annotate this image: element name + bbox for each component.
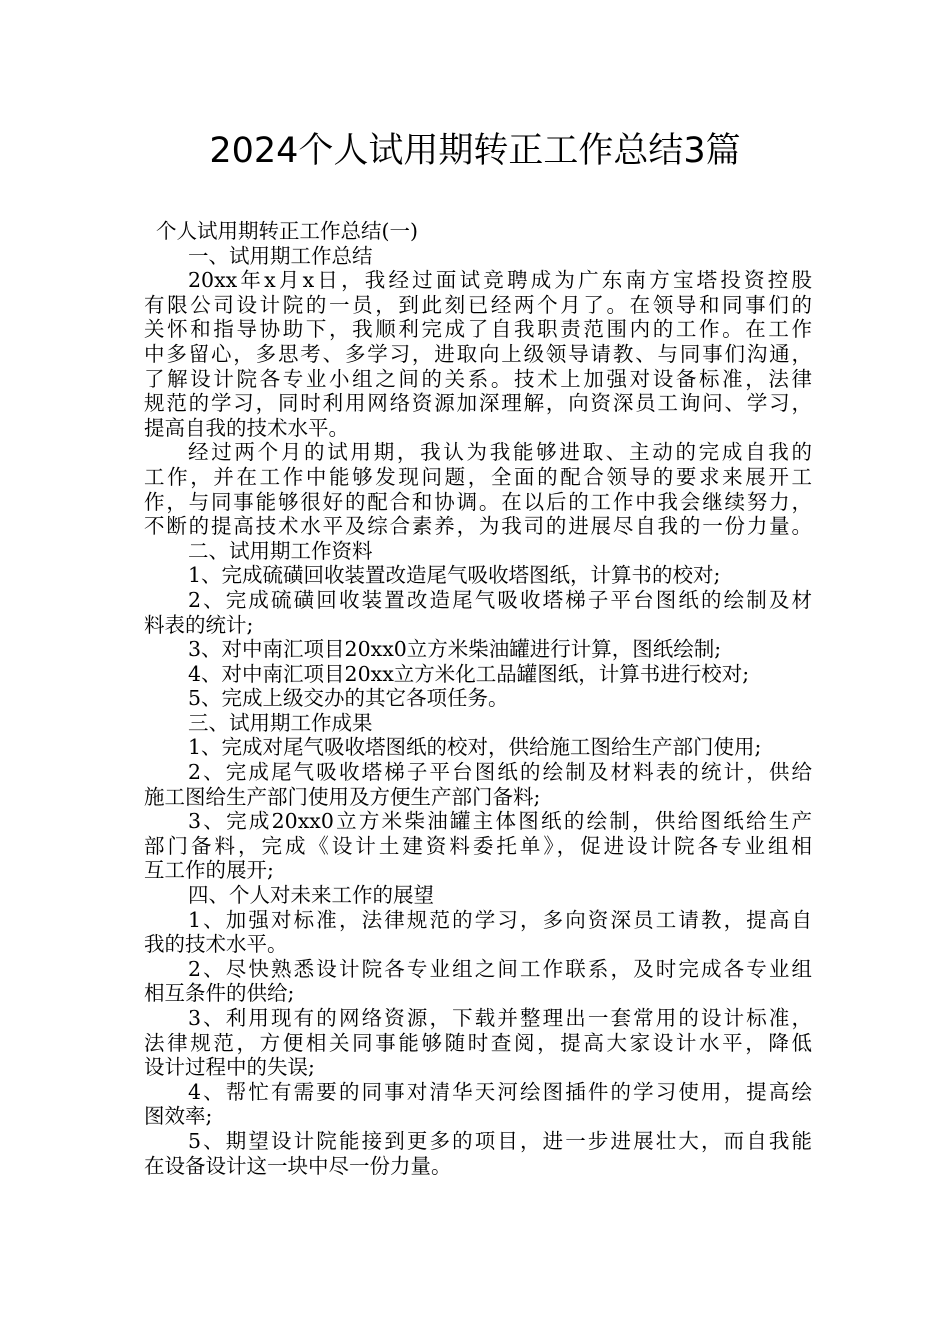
list-item: 3、对中南汇项目20xx0立方米柴油罐进行计算，图纸绘制; xyxy=(188,637,722,662)
list-item-continuation: 部门备料，完成《设计土建资料委托单》，促进设计院各专业组相 xyxy=(144,833,812,858)
paragraph-line: 20xx年x月x日，我经过面试竞聘成为广东南方宝塔投资控股 xyxy=(188,268,812,293)
list-item-continuation: 图效率; xyxy=(144,1104,213,1129)
list-item-continuation: 在设备设计这一块中尽一份力量。 xyxy=(144,1153,452,1178)
list-item: 2、完成尾气吸收塔梯子平台图纸的绘制及材料表的统计，供给 xyxy=(188,760,812,785)
list-item-continuation: 设计过程中的失误; xyxy=(144,1055,315,1080)
subsection-heading: 三、试用期工作成果 xyxy=(188,710,373,735)
list-item: 4、对中南汇项目20xx立方米化工品罐图纸，计算书进行校对; xyxy=(188,661,750,686)
list-item-continuation: 法律规范，方便相关同事能够随时查阅，提高大家设计水平，降低 xyxy=(144,1030,812,1055)
list-item: 5、完成上级交办的其它各项任务。 xyxy=(188,686,509,711)
list-item: 2、完成硫磺回收装置改造尾气吸收塔梯子平台图纸的绘制及材 xyxy=(188,587,812,612)
subsection-heading: 四、个人对未来工作的展望 xyxy=(188,883,434,908)
list-item-continuation: 我的技术水平。 xyxy=(144,932,288,957)
subsection-heading: 一、试用期工作总结 xyxy=(188,243,373,268)
list-item: 3、利用现有的网络资源，下载并整理出一套常用的设计标准， xyxy=(188,1006,812,1030)
list-item: 3、完成20xx0立方米柴油罐主体图纸的绘制，供给图纸给生产 xyxy=(188,809,812,834)
paragraph-line: 经过两个月的试用期，我认为我能够进取、主动的完成自我的 xyxy=(188,440,812,465)
paragraph-line: 不断的提高技术水平及综合素养，为我司的进展尽自我的一份力量。 xyxy=(144,514,812,539)
paragraph-line: 有限公司设计院的一员，到此刻已经两个月了。在领导和同事们的 xyxy=(144,292,812,317)
section-heading: 个人试用期转正工作总结(一) xyxy=(156,219,418,243)
paragraph-line: 作，与同事能够很好的配合和协调。在以后的工作中我会继续努力， xyxy=(144,489,812,514)
paragraph-line: 关怀和指导协助下，我顺利完成了自我职责范围内的工作。在工作 xyxy=(144,317,812,342)
paragraph-line: 了解设计院各专业小组之间的关系。技术上加强对设备标准，法律 xyxy=(144,366,812,391)
paragraph-line: 规范的学习，同时利用网络资源加深理解，向资深员工询问、学习， xyxy=(144,391,812,416)
paragraph-line: 工作，并在工作中能够发现问题，全面的配合领导的要求来展开工 xyxy=(144,464,812,489)
list-item: 4、帮忙有需要的同事对清华天河绘图插件的学习使用，提高绘 xyxy=(188,1079,812,1104)
list-item: 1、完成对尾气吸收塔图纸的校对，供给施工图给生产部门使用; xyxy=(188,735,762,760)
list-item: 1、完成硫磺回收装置改造尾气吸收塔图纸，计算书的校对; xyxy=(188,563,721,588)
document-body xyxy=(144,219,812,1178)
list-item: 1、加强对标准，法律规范的学习，多向资深员工请教，提高自 xyxy=(188,907,812,932)
list-item: 5、期望设计院能接到更多的项目，进一步进展壮大，而自我能 xyxy=(188,1128,812,1153)
paragraph-line: 中多留心，多思考、多学习，进取向上级领导请教、与同事们沟通， xyxy=(144,341,812,366)
list-item-continuation: 互工作的展开; xyxy=(144,858,274,883)
list-item-continuation: 料表的统计; xyxy=(144,612,254,637)
document-title: 2024个人试用期转正工作总结3篇 xyxy=(209,131,741,171)
paragraph-line: 提高自我的技术水平。 xyxy=(144,415,349,440)
list-item-continuation: 施工图给生产部门使用及方便生产部门备料; xyxy=(144,784,541,809)
list-item: 2、尽快熟悉设计院各专业组之间工作联系，及时完成各专业组 xyxy=(188,956,812,981)
subsection-heading: 二、试用期工作资料 xyxy=(188,538,373,563)
list-item-continuation: 相互条件的供给; xyxy=(144,981,295,1006)
